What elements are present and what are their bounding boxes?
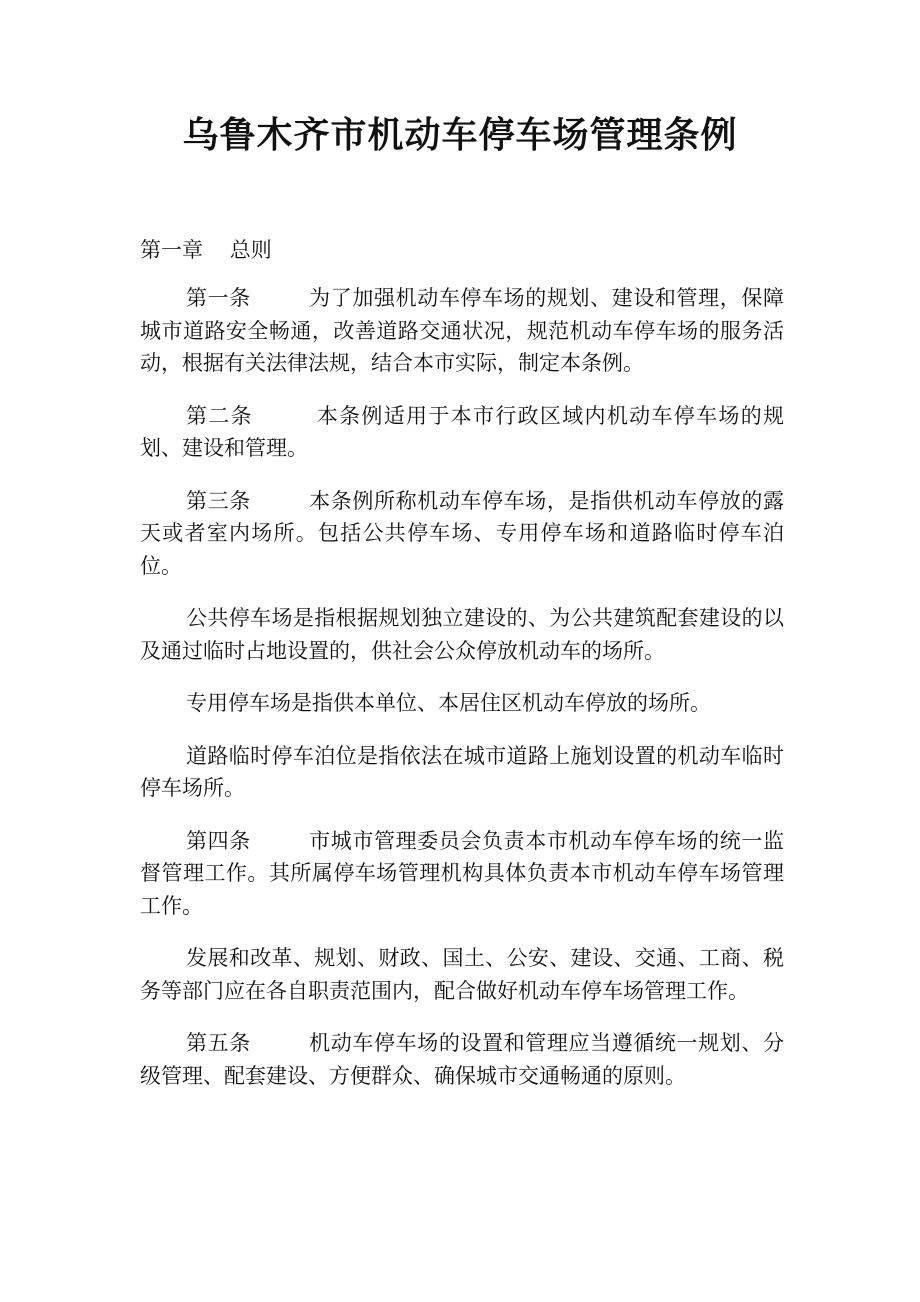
article-number: 第四条 bbox=[186, 828, 310, 853]
article-paragraph bbox=[140, 1027, 784, 1092]
article-paragraph bbox=[140, 485, 784, 583]
article-paragraph bbox=[140, 400, 784, 465]
body-paragraph bbox=[140, 687, 784, 720]
article-number: 第一条 bbox=[186, 286, 310, 310]
article-number: 第三条 bbox=[186, 488, 310, 513]
document-body bbox=[140, 232, 784, 1112]
article-text: 为了加强机动车停车场的规划、建设和管理，保障城市道路安全畅通，改善道路交通状况，规范机动车停车场的服务活动，根据有关法律法规，结合本市实际，制定本条例。 bbox=[140, 286, 784, 375]
paragraph-text: 发展和改革、规划、财政、国土、公安、建设、交通、工商、税务等部门应在各自职责范围内，配合做好机动车停车场管理工作。 bbox=[140, 946, 784, 1003]
article-text: 本条例所称机动车停车场，是指供机动车停放的露天或者室内场所。包括公共停车场、专用停车场和道路临时停车泊位。 bbox=[140, 488, 784, 578]
article-number: 第五条 bbox=[186, 1031, 310, 1055]
document-title: 乌鲁木齐市机动车停车场管理条例 bbox=[182, 114, 738, 156]
paragraph-text: 道路临时停车泊位是指依法在城市道路上施划设置的机动车临时停车场所。 bbox=[140, 743, 784, 800]
article-number: 第二条 bbox=[186, 403, 317, 428]
article-paragraph bbox=[140, 825, 784, 923]
article-text: 市城市管理委员会负责本市机动车停车场的统一监督管理工作。其所属停车场管理机构具体负责本市机动车停车场管理工作。 bbox=[140, 828, 784, 918]
body-paragraph bbox=[140, 740, 784, 805]
article-text: 本条例适用于本市行政区域内机动车停车场的规划、建设和管理。 bbox=[140, 403, 785, 460]
paragraph-text: 专用停车场是指供本单位、本居住区机动车停放的场所。 bbox=[186, 691, 711, 715]
body-paragraph bbox=[140, 942, 784, 1007]
paragraph-text: 公共停车场是指根据规划独立建设的、为公共建筑配套建设的以及通过临时占地设置的，供社会公众停放机动车的场所。 bbox=[140, 606, 784, 663]
article-paragraph bbox=[140, 282, 784, 380]
body-paragraph bbox=[140, 602, 784, 667]
article-text: 机动车停车场的设置和管理应当遵循统一规划、分级管理、配套建设、方便群众、确保城市交通畅通的原则。 bbox=[140, 1031, 784, 1088]
chapter-heading: 第一章 总则 bbox=[140, 238, 272, 262]
